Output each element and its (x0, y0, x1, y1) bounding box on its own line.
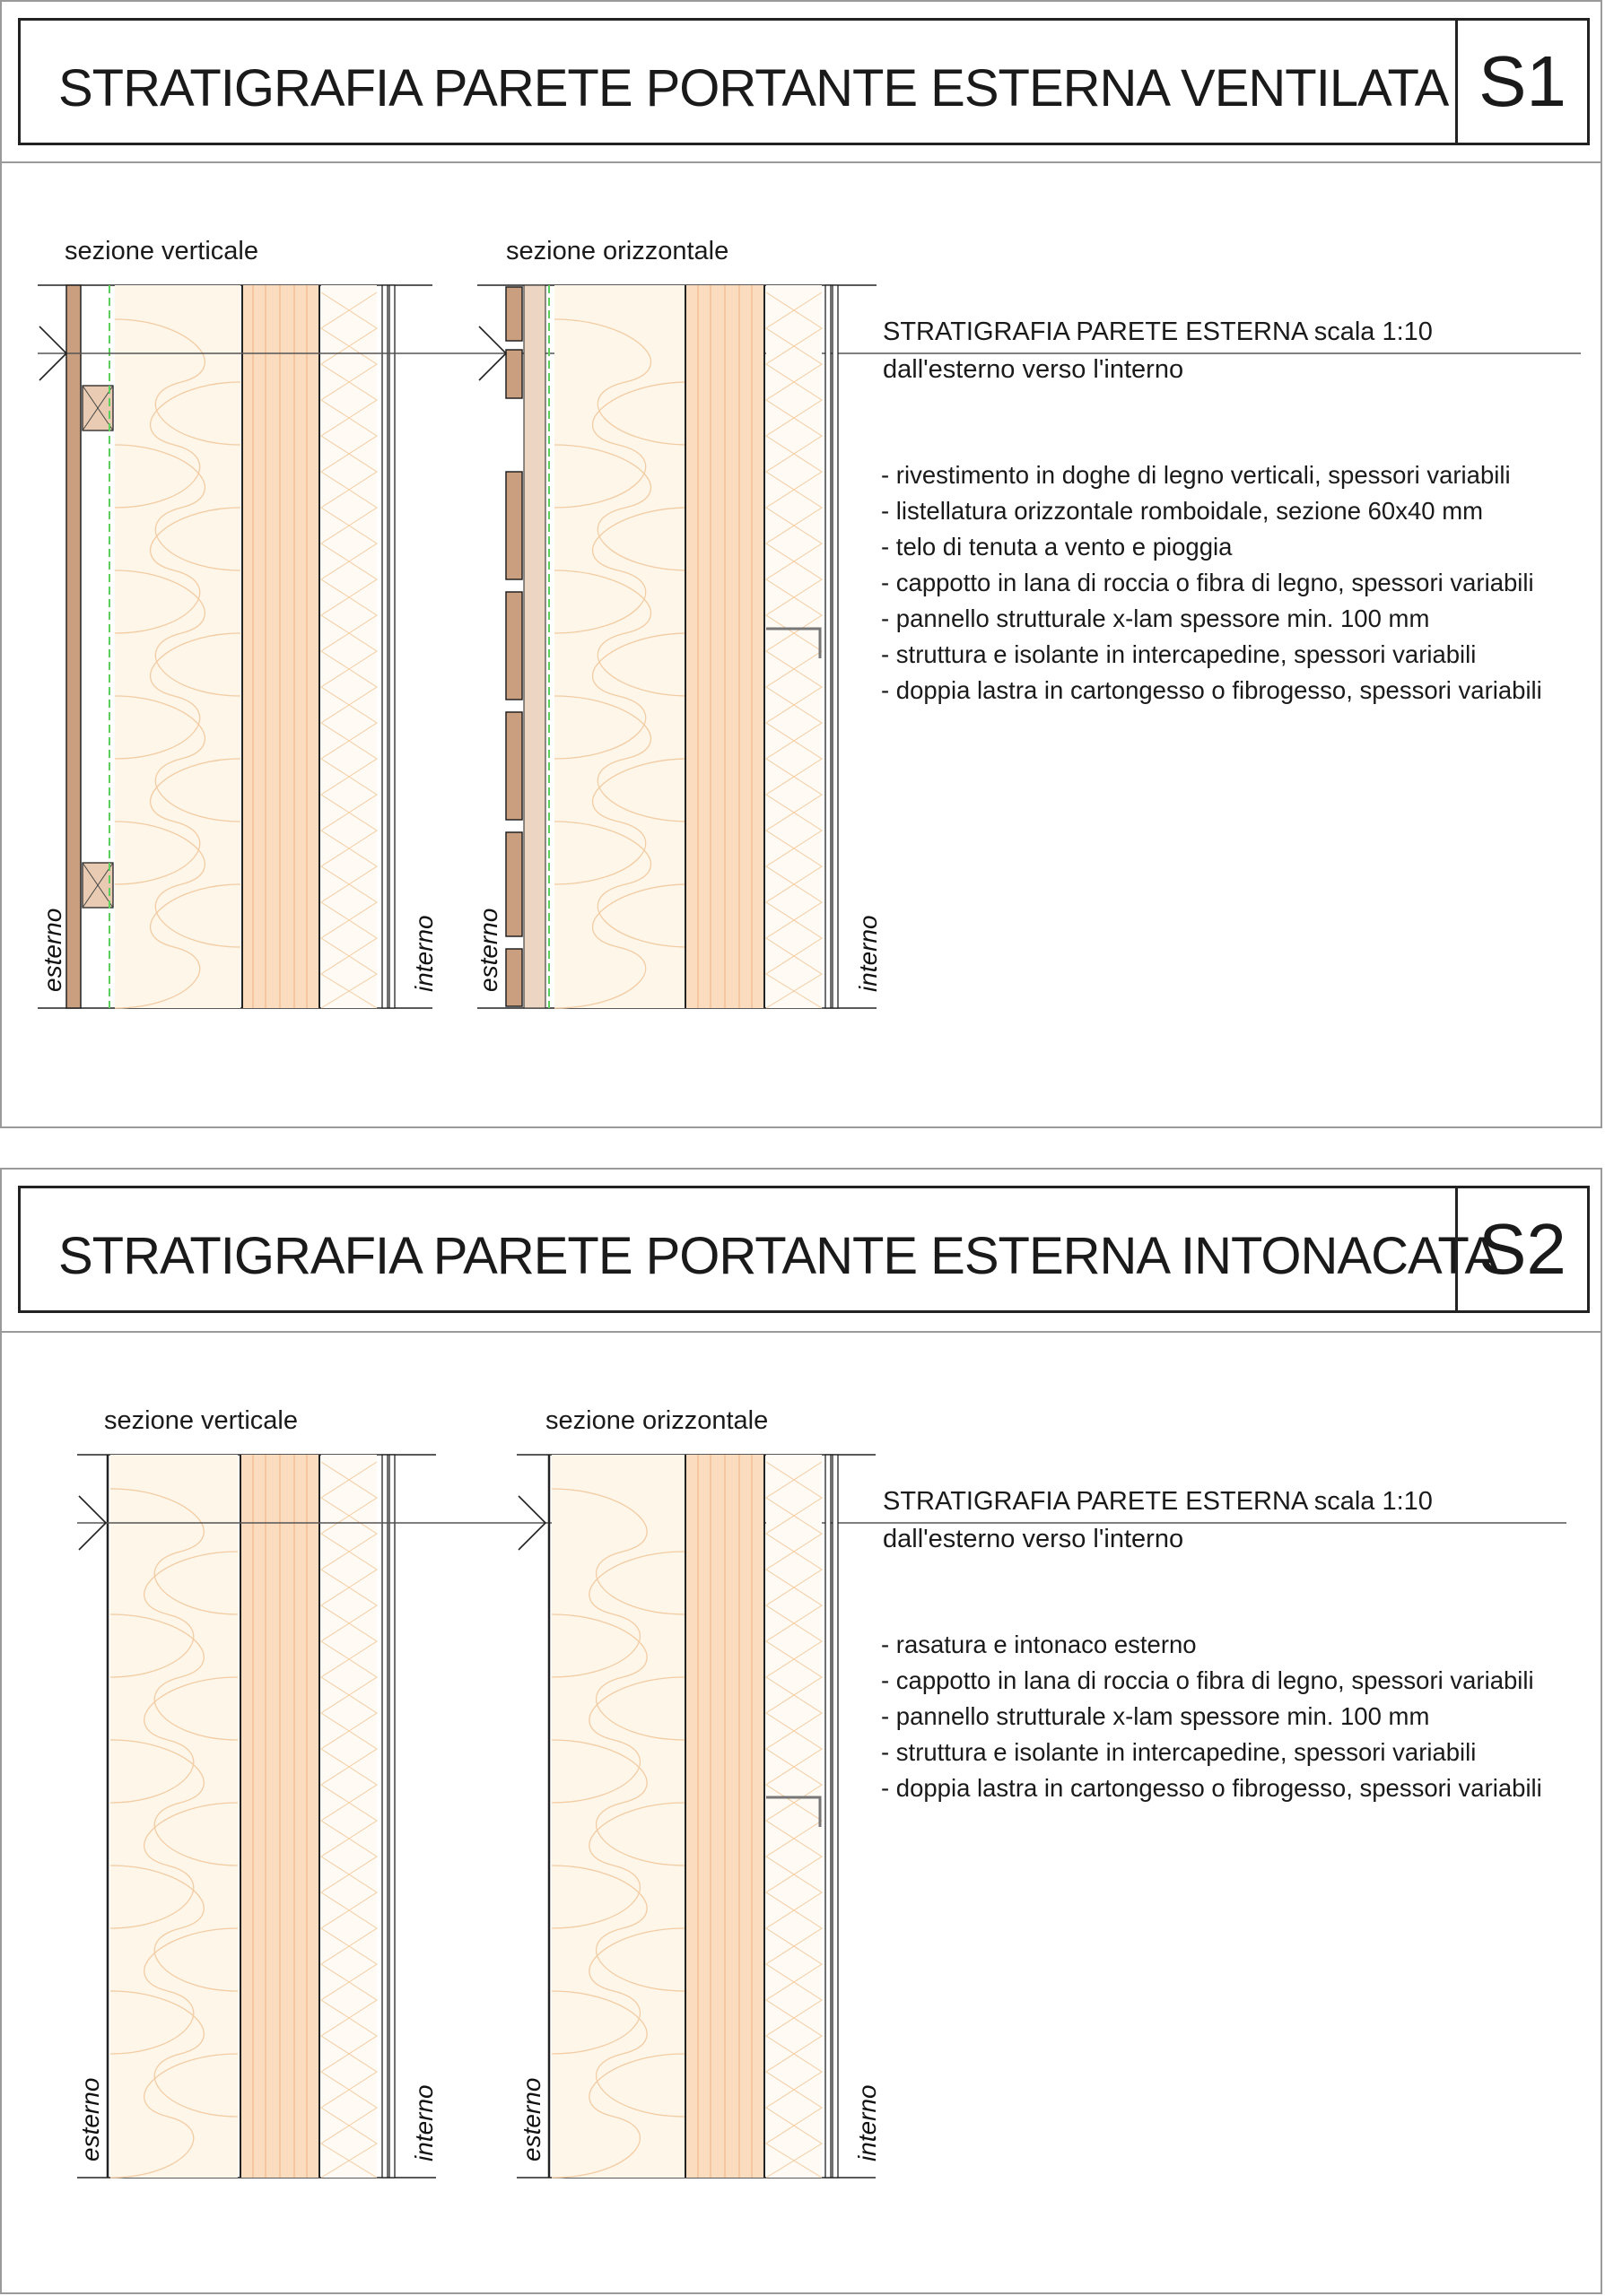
title-box (18, 18, 1590, 145)
gypsum-board (382, 285, 388, 1008)
title-box (18, 1186, 1590, 1313)
layer-item: - telo di tenuta a vento e pioggia (881, 533, 1233, 561)
xlam-panel (242, 285, 319, 1008)
batten-top (83, 386, 113, 430)
wood-cladding-boards (506, 287, 522, 1006)
wood-cladding-board (66, 285, 81, 1008)
insulation-layer (110, 1455, 238, 2178)
layer-item: - doppia lastra in cartongesso o fibrogesso, spessori variabili (881, 1774, 1542, 1802)
sheet-title: STRATIGRAFIA PARETE PORTANTE ESTERNA VENTILATA (58, 59, 1449, 117)
batten-strip (524, 285, 545, 1008)
horizontal-section-drawing-s1 (477, 283, 881, 1010)
stratigraphy-subtitle: dall'esterno verso l'interno (883, 1525, 1184, 1553)
layer-item: - doppia lastra in cartongesso o fibrogesso, spessori variabili (881, 676, 1542, 704)
exterior-label: esterno (76, 2077, 104, 2161)
cavity-insulation (321, 285, 377, 1008)
sheet-s2 (0, 1168, 1602, 2294)
vertical-section-label: sezione verticale (65, 237, 258, 265)
level-marker (519, 1496, 545, 1550)
horizontal-section-label: sezione orizzontale (545, 1406, 769, 1435)
layer-item: - pannello strutturale x-lam spessore min. 100 mm (881, 604, 1430, 632)
gypsum-board (825, 285, 831, 1008)
vertical-section-label: sezione verticale (104, 1406, 298, 1435)
batten-bottom (83, 863, 113, 908)
gypsum-board (825, 1455, 831, 2178)
stratigraphy-subtitle: dall'esterno verso l'interno (883, 355, 1184, 384)
layer-item: - rivestimento in doghe di legno verticali, spessori variabili (881, 461, 1511, 489)
interior-label: interno (853, 2084, 881, 2161)
vertical-section-drawing-s2 (77, 1453, 454, 2179)
layer-item: - cappotto in lana di roccia o fibra di legno, spessori variabili (881, 569, 1534, 596)
sheet-code: S2 (1455, 1188, 1587, 1310)
sheet-code: S1 (1455, 21, 1587, 143)
header-divider (2, 161, 1601, 163)
layer-item: - pannello strutturale x-lam spessore min. 100 mm (881, 1702, 1430, 1730)
layer-item: - rasatura e intonaco esterno (881, 1631, 1197, 1658)
stratigraphy-title: STRATIGRAFIA PARETE ESTERNA scala 1:10 (883, 317, 1433, 346)
gypsum-board (833, 1455, 838, 2178)
layer-item: - cappotto in lana di roccia o fibra di legno, spessori variabili (881, 1666, 1534, 1694)
cavity-insulation (766, 285, 822, 1008)
exterior-label: esterno (475, 908, 502, 992)
horizontal-section-label: sezione orizzontale (506, 237, 729, 265)
interior-label: interno (410, 2084, 438, 2161)
gypsum-board (389, 285, 395, 1008)
sheet-s1 (0, 0, 1602, 1128)
exterior-label: esterno (39, 908, 66, 992)
interior-label: interno (410, 915, 438, 992)
sheet-title: STRATIGRAFIA PARETE PORTANTE ESTERNA INTONACATA (58, 1227, 1499, 1285)
cavity-insulation (766, 1455, 822, 2178)
gypsum-board (382, 1455, 388, 2178)
layer-list (881, 457, 1542, 709)
vertical-section-drawing-s1 (38, 283, 441, 1010)
horizontal-section-drawing-s2 (517, 1453, 894, 2179)
layer-item: - struttura e isolante in intercapedine, spessori variabili (881, 1738, 1477, 1766)
gypsum-board (389, 1455, 395, 2178)
gypsum-board (833, 285, 838, 1008)
header-divider (2, 1331, 1601, 1333)
interior-label: interno (854, 915, 882, 992)
layer-item: - struttura e isolante in intercapedine, spessori variabili (881, 640, 1477, 668)
layer-item: - listellatura orizzontale romboidale, sezione 60x40 mm (881, 497, 1484, 525)
level-marker (479, 326, 506, 380)
stratigraphy-title: STRATIGRAFIA PARETE ESTERNA scala 1:10 (883, 1487, 1433, 1516)
layer-list (881, 1627, 1542, 1806)
exterior-label: esterno (518, 2077, 545, 2161)
cavity-insulation (321, 1455, 377, 2178)
